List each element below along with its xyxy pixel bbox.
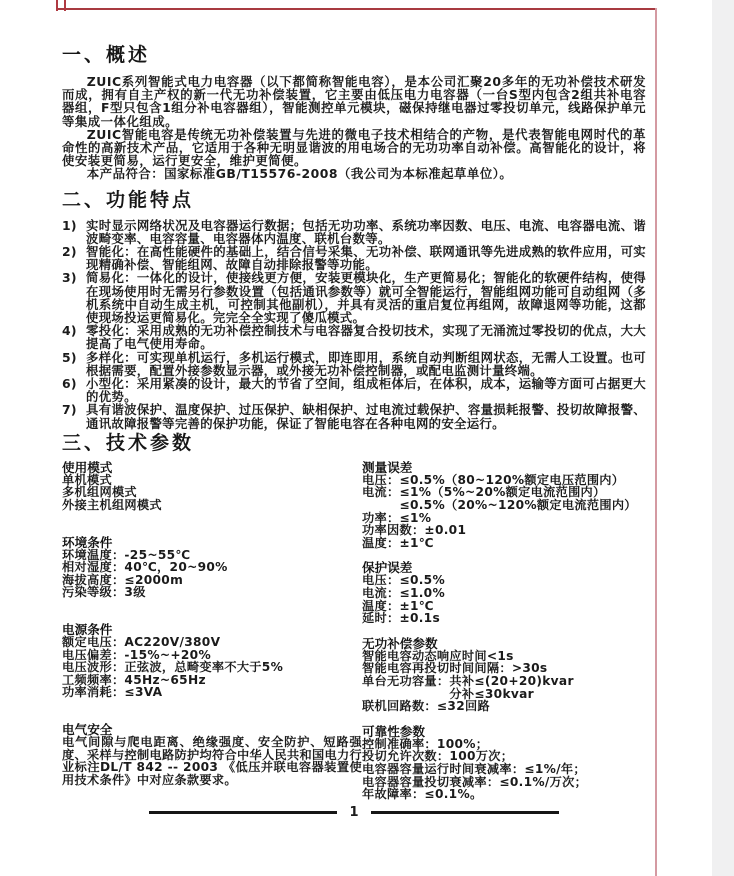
specs-columns bbox=[62, 461, 646, 801]
spec-group-measurement-error bbox=[362, 461, 646, 550]
specs-section-title: 三、技术参数 bbox=[62, 431, 195, 454]
spec-line: 电流：≤1%（5%~20%额定电流范围内） bbox=[362, 485, 606, 500]
spec-line: 电气间隙与爬电距离、绝缘强度、安全防护、短路强度、采样与控制电路防护均符合中华人民共和国电力行业标注DL/T 842 -- 2003 《低压并联电容器装置使用技术条件》中对应条款要求。 bbox=[62, 735, 362, 787]
spec-group-title: 环境条件 bbox=[62, 534, 113, 550]
spec-group-title: 无功补偿参数 bbox=[362, 635, 438, 651]
feature-item bbox=[62, 219, 646, 245]
feature-number: 3) bbox=[62, 270, 77, 286]
feature-text: 多样化：可实现单机运行，多机运行模式，即连即用，系统自动判断组网状态，无需人工设置。也可根据需要，配置外接参数显示器，或外接无功补偿控制器，或配电监测计量终端。 bbox=[86, 349, 646, 378]
feature-item bbox=[62, 377, 646, 403]
page-footer bbox=[62, 805, 646, 820]
spec-line: 相对湿度：40℃，20~90% bbox=[62, 560, 228, 575]
feature-item bbox=[62, 245, 646, 271]
spec-line: 电容器容量投切衰减率：≤0.1%/万次； bbox=[362, 774, 588, 789]
spec-line: ≤0.5%（20%~120%额定电流范围内） bbox=[362, 498, 637, 513]
spec-line: 多机组网模式 bbox=[62, 485, 137, 500]
feature-text: 实时显示网络状况及电容器运行数据；包括无功功率、系统功率因数、电压、电流、电容器电流、谐波畸变率、电容容量、电容器体内温度、联机台数等。 bbox=[86, 217, 646, 246]
spec-group-reliability bbox=[362, 725, 646, 801]
feature-text: 智能化：在高性能硬件的基础上，结合信号采集、无功补偿、联网通讯等先进成熟的软件应用，可实现精确补偿、智能组网、故障自动排除报警等功能。 bbox=[86, 244, 646, 273]
spec-line: 电压：≤0.5%（80~120%额定电压范围内） bbox=[362, 472, 625, 487]
overview-paragraph-2: ZUIC智能电容是传统无功补偿装置与先进的微电子技术相结合的产物，是代表智能电网时代的革命性的高新技术产品，它适用于各种无明显谐波的用电场合的无功功率自动补偿。高智能化的设计，将使安装更简易，运行更安全，维护更简便。 bbox=[62, 126, 646, 169]
spec-line: 电容器容量运行时间衰减率：≤1%/年； bbox=[362, 761, 586, 776]
footer-rule-left bbox=[149, 811, 337, 814]
spec-group-title: 电气安全 bbox=[62, 722, 113, 737]
spec-group-power-supply bbox=[62, 623, 362, 699]
spec-line: 投切允许次数：100万次； bbox=[362, 749, 514, 764]
spec-line: 功率因数：±0.01 bbox=[362, 523, 467, 538]
spec-line: 控制准确率：100%； bbox=[362, 736, 489, 751]
feature-item bbox=[62, 351, 646, 377]
overview-paragraph-1: ZUIC系列智能式电力电容器（以下都简称智能电容），是本公司汇聚20多年的无功补偿技术研发而成，拥有自主产权的新一代无功补偿装置，它主要由低压电力电容器（一台S型内包含2组共补电容器组，F型只包含1组分补电容器组），智能测控单元模块，磁保持继电器过零投切单元，线路保护单元等集成一体化组成。 bbox=[62, 74, 646, 129]
spec-group-title: 测量误差 bbox=[362, 459, 413, 475]
spec-line: 延时：±0.1s bbox=[362, 611, 441, 626]
feature-number: 2) bbox=[62, 244, 77, 260]
feature-number: 7) bbox=[62, 402, 77, 418]
spec-line: 额定电压：AC220V/380V bbox=[62, 635, 221, 650]
spec-line: 电流：≤1.0% bbox=[362, 586, 445, 601]
spec-group-title: 电源条件 bbox=[62, 622, 113, 638]
feature-number: 6) bbox=[62, 376, 77, 392]
spec-line: 单机模式 bbox=[62, 472, 112, 487]
spec-line: 电压偏差：-15%~+20% bbox=[62, 647, 211, 662]
spec-line: 年故障率：≤0.1%。 bbox=[362, 787, 483, 802]
spec-group-environment bbox=[62, 536, 362, 599]
feature-item bbox=[62, 324, 646, 350]
spec-line: 外接主机组网模式 bbox=[62, 498, 162, 513]
spec-line: 功率：≤1% bbox=[362, 510, 432, 525]
feature-number: 1) bbox=[62, 217, 77, 233]
spec-group-title: 保护误差 bbox=[362, 560, 413, 576]
spec-line: 电压波形：正弦波，总畸变率不大于5% bbox=[62, 660, 284, 675]
spec-group-title: 可靠性参数 bbox=[362, 723, 425, 739]
spec-group-usage-mode bbox=[62, 461, 362, 512]
spec-line: 分补≤30kvar bbox=[362, 686, 534, 701]
spec-line: 海拔高度：≤2000m bbox=[62, 572, 184, 587]
feature-text: 零投化：采用成熟的无功补偿控制技术与电容器复合投切技术，实现了无涌流过零投切的优点，大大提高了电气使用寿命。 bbox=[86, 323, 646, 352]
spec-line: 智能电容再投切时间间隔：>30s bbox=[362, 661, 548, 676]
footer-rule-right bbox=[371, 811, 559, 814]
spec-line: 环境温度：-25~55℃ bbox=[62, 547, 191, 562]
overview-paragraph-3: 本产品符合：国家标准GB/T15576-2008（我公司为本标准起草单位）。 bbox=[86, 166, 513, 182]
feature-text: 简易化：一体化的设计，使接线更方便，安装更模块化，生产更简易化；智能化的软硬件结构，使得在现场使用时无需另行参数设置（包括通讯参数等）就可全智能运行，智能组网功能可自动组网（多机系统中自动生成主机，可控制其他副机），并具有灵活的重启复位再组网，故障退网等功能，这都使现场投运更简易化。完完全全实现了傻瓜模式。 bbox=[86, 270, 646, 326]
spec-line: 工频频率：45Hz~65Hz bbox=[62, 672, 206, 687]
spec-group-title: 使用模式 bbox=[62, 459, 113, 475]
feature-item bbox=[62, 403, 646, 429]
specs-column-left bbox=[62, 461, 362, 801]
spec-group-electrical-safety bbox=[62, 723, 362, 786]
spec-line: 温度：±1℃ bbox=[362, 535, 434, 550]
spec-group-reactive-compensation bbox=[362, 637, 646, 713]
feature-number: 5) bbox=[62, 349, 77, 365]
feature-number: 4) bbox=[62, 323, 77, 339]
spec-line: 联机回路数：≤32回路 bbox=[362, 699, 490, 714]
spec-line: 智能电容动态响应时间<1s bbox=[362, 648, 514, 663]
overview-section-title: 一、概述 bbox=[62, 44, 151, 66]
feature-text: 小型化：采用紧凑的设计，最大的节省了空间，组成柜体后，在体积，成本，运输等方面可占据更大的优势。 bbox=[86, 376, 646, 405]
specs-column-right bbox=[362, 461, 646, 801]
spec-line: 单台无功容量：共补≤(20+20)kvar bbox=[362, 674, 574, 688]
features-section-title: 二、功能特点 bbox=[62, 188, 195, 211]
spec-line: 电压：≤0.5% bbox=[362, 573, 445, 588]
feature-item bbox=[62, 271, 646, 324]
feature-text: 具有谐波保护、温度保护、过压保护、缺相保护、过电流过载保护、容量损耗报警、投切故障报警、通讯故障报警等完善的保护功能，保证了智能电容在各种电网的安全运行。 bbox=[86, 402, 646, 431]
page-number: 1 bbox=[349, 804, 359, 820]
spec-line: 温度：±1℃ bbox=[362, 598, 434, 613]
spec-group-protection-error bbox=[362, 561, 646, 624]
spec-line: 污染等级：3级 bbox=[62, 585, 146, 600]
spec-line: 功率消耗：≤3VA bbox=[62, 685, 163, 700]
